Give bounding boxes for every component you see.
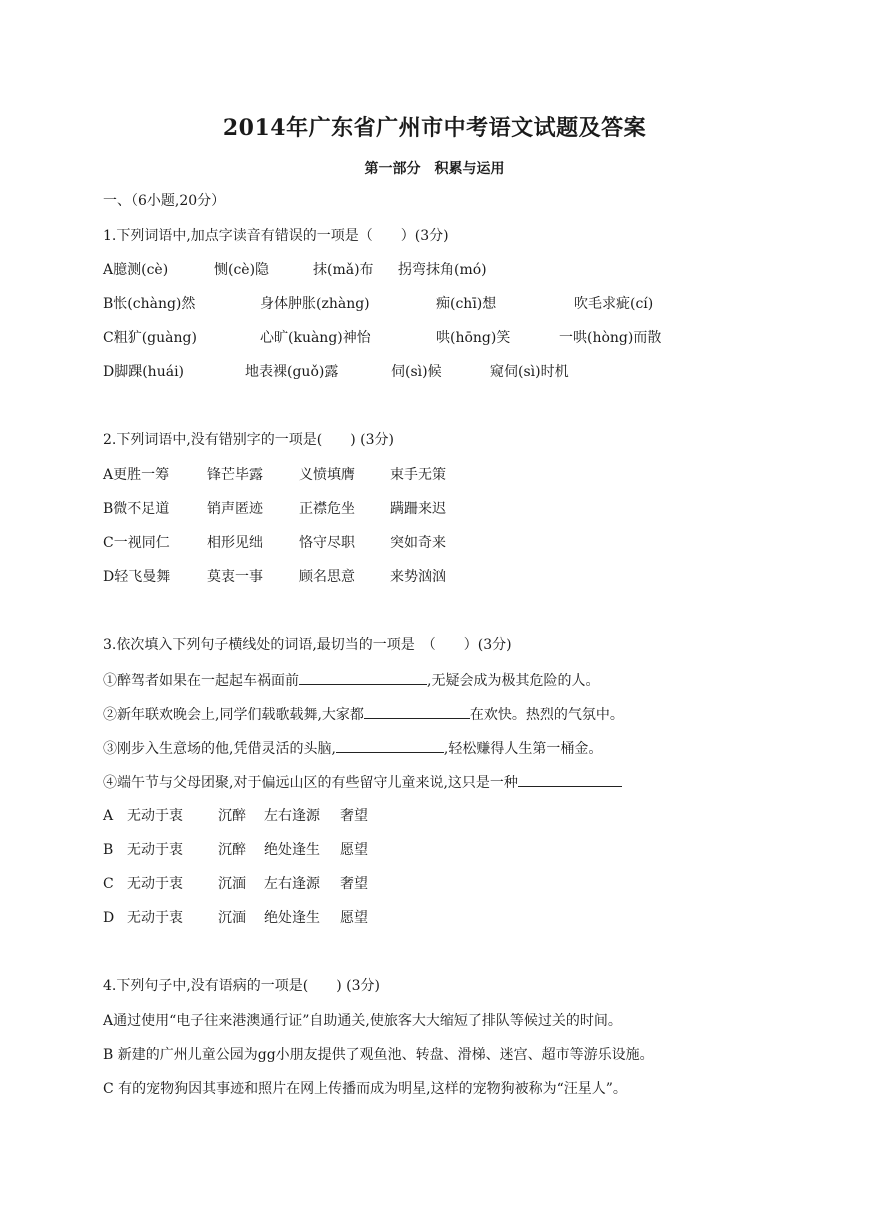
- option-text: 拐弯抹角(mó): [398, 262, 487, 278]
- option-text: 无动于衷: [127, 842, 183, 858]
- question-4-option-a: A通过使用“电子往来港澳通行证”自助通关,使旅客大大缩短了排队等候过关的时间。: [103, 1013, 622, 1029]
- option-text: 突如奇来: [390, 535, 446, 551]
- section-heading: 一、（6小题,20分）: [103, 193, 226, 209]
- option-text: C一视同仁: [103, 535, 170, 551]
- question-1-stem: 1.下列词语中,加点字读音有错误的一项是（ ）(3分): [103, 228, 449, 244]
- option-text: 窥伺(sì)时机: [490, 364, 569, 380]
- option-text: 哄(hōng)笑: [436, 330, 511, 346]
- question-3-sentence-3: [103, 738, 602, 759]
- option-text: 锋芒毕露: [207, 467, 263, 483]
- option-text: D脚踝(huái): [103, 364, 185, 380]
- option-text: 一哄(hòng)而散: [559, 330, 662, 346]
- option-text: 无动于衷: [127, 876, 183, 892]
- part-heading: 第一部分 积累与运用: [364, 161, 505, 177]
- option-text: 奢望: [340, 808, 368, 824]
- option-text: 恪守尽职: [299, 535, 355, 551]
- option-text: 奢望: [340, 876, 368, 892]
- option-text: 伺(sì)候: [391, 364, 442, 380]
- option-text: 愿望: [340, 910, 368, 926]
- question-4-option-c: C 有的宠物狗因其事迹和照片在网上传播而成为明星,这样的宠物狗被称为“汪星人”。: [103, 1081, 627, 1097]
- option-text: 吹毛求疵(cí): [574, 296, 654, 312]
- option-text: 沉湎: [218, 910, 246, 926]
- option-text: 无动于衷: [127, 910, 183, 926]
- option-text: B微不足道: [103, 501, 170, 517]
- option-text: 沉醉: [218, 808, 246, 824]
- option-text: 愿望: [340, 842, 368, 858]
- option-letter: C: [103, 876, 114, 892]
- option-text: 恻(cè)隐: [214, 262, 270, 278]
- question-3-stem: 3.依次填入下列句子横线处的词语,最切当的一项是 （ ）(3分): [103, 637, 512, 653]
- option-text: 身体肿胀(zhàng): [260, 296, 370, 312]
- question-4-stem: 4.下列句子中,没有语病的一项是( ) (3分): [103, 978, 381, 994]
- option-letter: B: [103, 842, 114, 858]
- option-text: 义愤填膺: [299, 467, 355, 483]
- option-text: 顾名思意: [299, 569, 355, 585]
- question-2-stem: 2.下列词语中,没有错别字的一项是( ) (3分): [103, 432, 395, 448]
- option-text: 相形见绌: [207, 535, 263, 551]
- option-text: 无动于衷: [127, 808, 183, 824]
- option-text: 来势汹汹: [390, 569, 446, 585]
- option-text: D轻飞曼舞: [103, 569, 171, 585]
- document-title: 2014年广东省广州市中考语文试题及答案: [222, 115, 647, 141]
- fill-in-blank: [299, 670, 427, 685]
- option-text: 绝处逢生: [264, 910, 320, 926]
- sentence-text: ④端午节与父母团聚,对于偏远山区的有些留守儿童来说,这只是一种: [103, 775, 518, 791]
- option-text: 左右逢源: [264, 808, 320, 824]
- option-text: 抹(mǎ)布: [313, 262, 374, 278]
- question-3-sentence-2: [103, 704, 624, 725]
- option-text: C粗犷(guàng): [103, 330, 197, 346]
- fill-in-blank: [518, 772, 622, 787]
- option-text: 沉醉: [218, 842, 246, 858]
- fill-in-blank: [364, 704, 470, 719]
- option-letter: D: [103, 910, 115, 926]
- sentence-text: ,轻松赚得人生第一桶金。: [443, 741, 603, 757]
- question-3-sentence-1: [103, 670, 599, 691]
- option-text: 束手无策: [390, 467, 446, 483]
- option-letter: A: [103, 808, 114, 824]
- option-text: B怅(chàng)然: [103, 296, 196, 312]
- option-text: 正襟危坐: [299, 501, 355, 517]
- sentence-text: 在欢快。热烈的气氛中。: [469, 707, 624, 723]
- sentence-text: ③刚步入生意场的他,凭借灵活的头脑,: [103, 741, 336, 757]
- option-text: 沉湎: [218, 876, 246, 892]
- question-4-option-b: B 新建的广州儿童公园为gg小朋友提供了观鱼池、转盘、滑梯、迷宫、超市等游乐设施。: [103, 1047, 654, 1063]
- option-text: A臆测(cè): [103, 262, 169, 278]
- fill-in-blank: [336, 738, 444, 753]
- sentence-text: ①醉驾者如果在一起起车祸面前: [103, 673, 299, 689]
- option-text: 绝处逢生: [264, 842, 320, 858]
- sentence-text: ,无疑会成为极其危险的人。: [427, 673, 600, 689]
- option-text: 莫衷一事: [207, 569, 263, 585]
- question-3-sentence-4: [103, 772, 622, 793]
- option-text: 地表裸(guǒ)露: [245, 364, 339, 380]
- option-text: 痴(chī)想: [436, 296, 497, 312]
- option-text: 销声匿迹: [207, 501, 263, 517]
- option-text: A更胜一筹: [103, 467, 170, 483]
- option-text: 蹒跚来迟: [390, 501, 446, 517]
- option-text: 心旷(kuàng)神怡: [260, 330, 371, 346]
- sentence-text: ②新年联欢晚会上,同学们载歌载舞,大家都: [103, 707, 364, 723]
- option-text: 左右逢源: [264, 876, 320, 892]
